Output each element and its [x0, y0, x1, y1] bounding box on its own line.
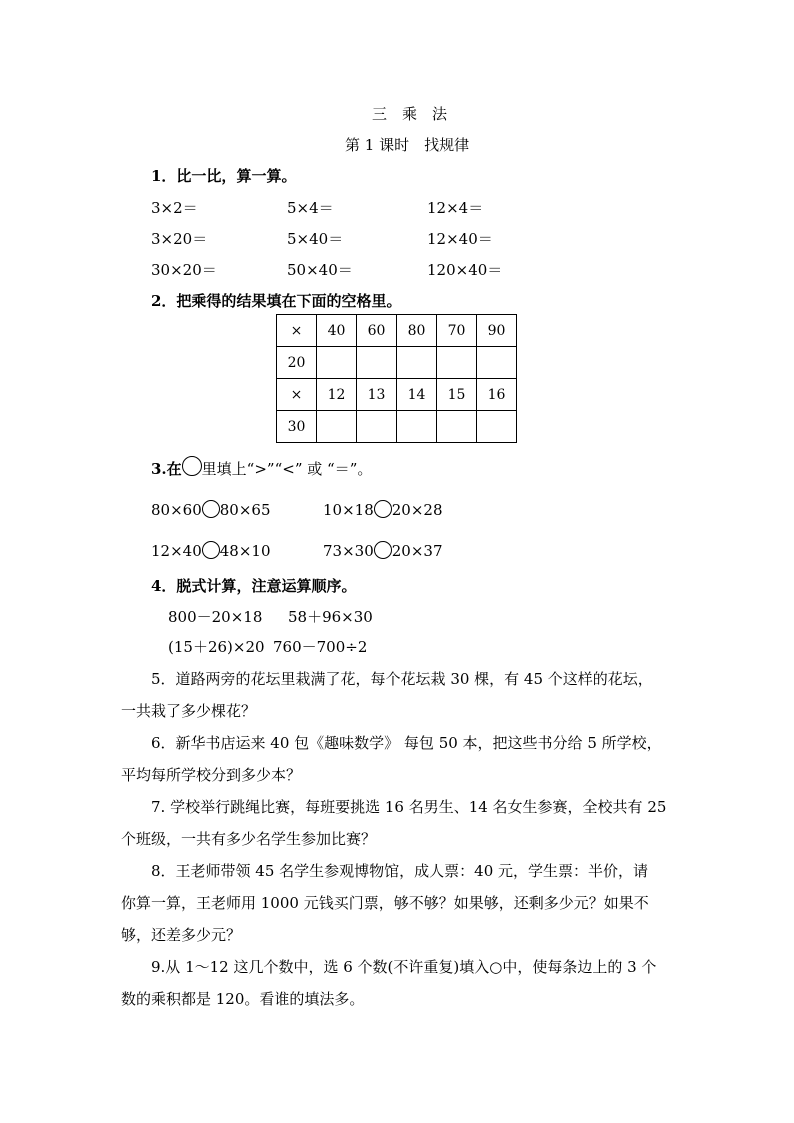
chapter-title: 三 乘 法 — [372, 105, 448, 123]
q4-expr-4: 760－700÷2 — [273, 638, 368, 656]
table-cell: 13 — [357, 379, 397, 411]
q6-line-1: 6．新华书店运来 40 包《趣味数学》 每包 50 本，把这些书分给 5 所学校， — [151, 734, 662, 752]
q1-r3-c1: 30×20＝ — [151, 261, 217, 279]
answer-cell[interactable] — [477, 347, 517, 379]
table-cell: × — [277, 379, 317, 411]
q4-expr-1: 800－20×18 — [168, 608, 263, 626]
q3-left: 10×18 — [323, 501, 374, 519]
q1-r2-c3: 12×40＝ — [427, 230, 493, 248]
q7-line-1: 7. 学校举行跳绳比赛，每班要挑选 16 名男生、14 名女生参赛，全校共有 25 — [151, 798, 667, 816]
q8-line-2: 你算一算，王老师用 1000 元钱买门票，够不够？如果够，还剩多少元？如果不 — [121, 894, 649, 912]
q8-line-3: 够，还差多少元？ — [121, 926, 242, 944]
compare-circle[interactable] — [202, 541, 220, 559]
table-cell: 16 — [477, 379, 517, 411]
table-cell: 70 — [437, 315, 477, 347]
circle-icon — [182, 456, 202, 476]
q4-expr-2: 58＋96×30 — [288, 608, 373, 626]
table-cell: 12 — [317, 379, 357, 411]
table-cell: 40 — [317, 315, 357, 347]
table-row — [277, 315, 517, 347]
q3-prefix: 3.在 — [151, 460, 182, 478]
q3-left: 80×60 — [151, 501, 202, 519]
q3-right: 20×37 — [391, 542, 443, 560]
q5-line-2: 一共栽了多少棵花？ — [121, 702, 257, 720]
q4-expr-3: (15＋26)×20 — [168, 638, 265, 656]
q1-r3-c2: 50×40＝ — [287, 261, 353, 279]
table-cell: 60 — [357, 315, 397, 347]
q3-right: 80×65 — [219, 501, 271, 519]
answer-cell[interactable] — [397, 411, 437, 443]
answer-cell[interactable] — [437, 411, 477, 443]
table-cell: × — [277, 315, 317, 347]
q7-line-2: 个班级，一共有多少名学生参加比赛？ — [121, 830, 377, 848]
q3-item-4 — [323, 541, 443, 560]
q3-right: 20×28 — [391, 501, 443, 519]
table-row — [277, 379, 517, 411]
q1-r3-c3: 120×40＝ — [427, 261, 503, 279]
q3-item-2 — [323, 500, 443, 519]
q4-title: 4．脱式计算，注意运算顺序。 — [151, 577, 357, 595]
table-cell: 20 — [277, 347, 317, 379]
q1-r2-c1: 3×20＝ — [151, 230, 208, 248]
compare-circle[interactable] — [374, 541, 392, 559]
q3-item-1 — [151, 500, 271, 519]
answer-cell[interactable] — [397, 347, 437, 379]
q3-suffix: 里填上“>”“<” 或 “＝”。 — [201, 460, 373, 478]
answer-cell[interactable] — [437, 347, 477, 379]
q3-right: 48×10 — [219, 542, 271, 560]
answer-cell[interactable] — [357, 411, 397, 443]
compare-circle[interactable] — [202, 500, 220, 518]
multiplication-table — [276, 314, 517, 443]
answer-cell[interactable] — [317, 411, 357, 443]
table-cell: 15 — [437, 379, 477, 411]
q1-r2-c2: 5×40＝ — [287, 230, 344, 248]
answer-cell[interactable] — [357, 347, 397, 379]
q3-left: 73×30 — [323, 542, 374, 560]
q3-item-3 — [151, 541, 271, 560]
q1-r1-c2: 5×4＝ — [287, 199, 334, 217]
q3-left: 12×40 — [151, 542, 202, 560]
compare-circle[interactable] — [374, 500, 392, 518]
lesson-title: 第 1 课时 找规律 — [345, 136, 470, 154]
table-row — [277, 347, 517, 379]
answer-cell[interactable] — [317, 347, 357, 379]
table-cell: 80 — [397, 315, 437, 347]
q1-title: 1．比一比，算一算。 — [151, 167, 297, 185]
q6-line-2: 平均每所学校分到多少本？ — [121, 766, 302, 784]
table-row — [277, 411, 517, 443]
q1-r1-c1: 3×2＝ — [151, 199, 198, 217]
q1-r1-c3: 12×4＝ — [427, 199, 484, 217]
q9-line-2: 数的乘积都是 120。看谁的填法多。 — [121, 990, 365, 1008]
q8-line-1: 8．王老师带领 45 名学生参观博物馆，成人票：40 元，学生票：半价，请 — [151, 862, 649, 880]
q3-title — [151, 456, 372, 479]
q2-title: 2．把乘得的结果填在下面的空格里。 — [151, 292, 402, 310]
q9-line-1: 9.从 1～12 这几个数中，选 6 个数(不许重复)填入○中，使每条边上的 3 个 — [151, 958, 657, 976]
q5-line-1: 5．道路两旁的花坛里栽满了花，每个花坛栽 30 棵，有 45 个这样的花坛， — [151, 670, 653, 688]
table-cell: 14 — [397, 379, 437, 411]
table-cell: 30 — [277, 411, 317, 443]
table-cell: 90 — [477, 315, 517, 347]
answer-cell[interactable] — [477, 411, 517, 443]
